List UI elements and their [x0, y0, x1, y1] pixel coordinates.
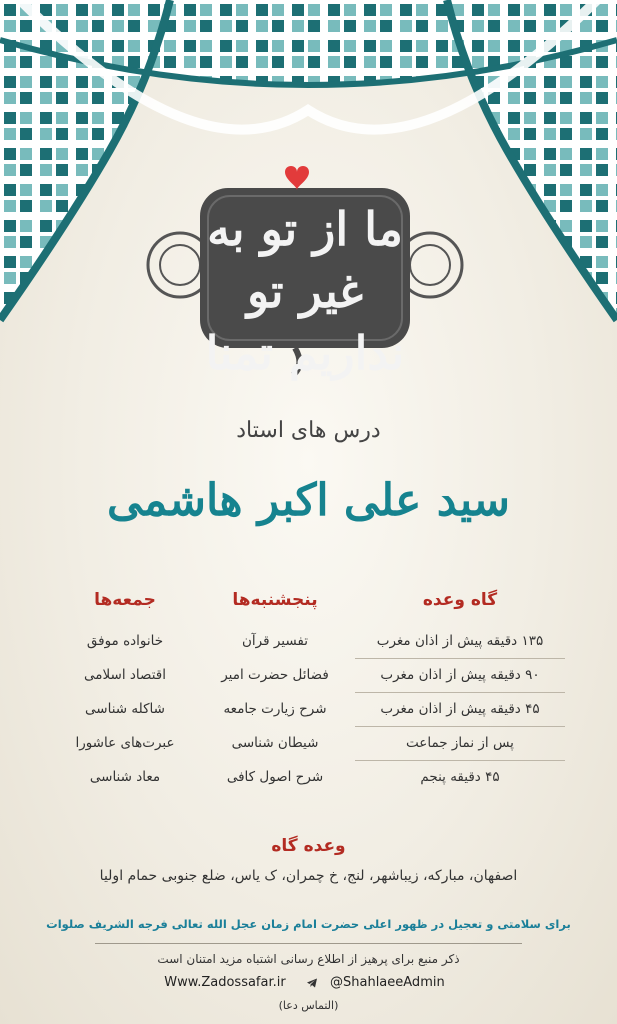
teacher-name: سید علی اکبر هاشمی	[106, 475, 510, 526]
cell-time: ۴۵ دقیقه پیش از اذان مغرب	[355, 692, 565, 727]
schedule-table	[55, 590, 565, 794]
cell-friday: اقتصاد اسلامی	[83, 667, 166, 683]
subtitle: درس های استاد	[236, 418, 381, 443]
heart-icon	[285, 166, 309, 190]
cell-thursday: شیطان شناسی	[231, 735, 319, 751]
divider	[95, 943, 522, 944]
prayer-text: برای سلامتی و تعجیل در ظهور اعلی حضرت امام زمان عجل الله تعالی فرجه الشریف صلوات	[46, 917, 571, 931]
schedule-header	[55, 590, 565, 624]
telegram-handle: @ShahlaeeAdmin	[330, 975, 445, 990]
logo-line-1: ما از تو به غیر تو	[207, 202, 403, 318]
cell-friday: شاکله شناسی	[85, 701, 165, 717]
cell-time: ۴۵ دقیقه پنجم	[420, 769, 500, 785]
cell-thursday: شرح اصول کافی	[226, 769, 324, 785]
cell-friday: معاد شناسی	[89, 769, 161, 785]
venue-address: اصفهان، مبارکه، زیباشهر، لنج، خ چمران، ک یاس، ضلع جنوبی حمام اولیا	[99, 868, 518, 884]
logo-calligraphy	[205, 198, 405, 380]
website-link[interactable]: Www.Zadossafar.ir	[164, 975, 286, 990]
source-note: ذکر منبع برای پرهیز از اطلاع رسانی اشتباه مزید امتنان است	[157, 952, 460, 966]
header-thursday: پنجشنبه‌ها	[232, 590, 318, 610]
telegram-link[interactable]	[306, 975, 453, 990]
header-friday: جمعه‌ها	[94, 590, 156, 610]
title-logo	[135, 160, 475, 380]
contact-links	[0, 975, 617, 990]
table-row	[55, 726, 565, 760]
telegram-icon	[306, 977, 318, 989]
header-time: گاه وعده	[422, 590, 498, 610]
cell-thursday: تفسیر قرآن	[241, 633, 308, 649]
cell-thursday: شرح زیارت جامعه	[223, 701, 327, 717]
table-row	[55, 624, 565, 658]
cell-thursday: فضائل حضرت امیر	[221, 667, 329, 683]
logo-line-2: نداریم تمنا	[205, 326, 405, 380]
venue-title: وعده گاه	[271, 836, 346, 856]
cell-time: پس از نماز جماعت	[355, 726, 565, 761]
table-row	[55, 692, 565, 726]
table-row	[55, 760, 565, 794]
table-row	[55, 658, 565, 692]
contact-note: (التماس دعا)	[278, 999, 339, 1012]
cell-time: ۱۳۵ دقیقه پیش از اذان مغرب	[355, 624, 565, 659]
cell-friday: عبرت‌های عاشورا	[75, 735, 175, 751]
cell-friday: خانواده موفق	[86, 633, 164, 649]
cell-time: ۹۰ دقیقه پیش از اذان مغرب	[355, 658, 565, 693]
